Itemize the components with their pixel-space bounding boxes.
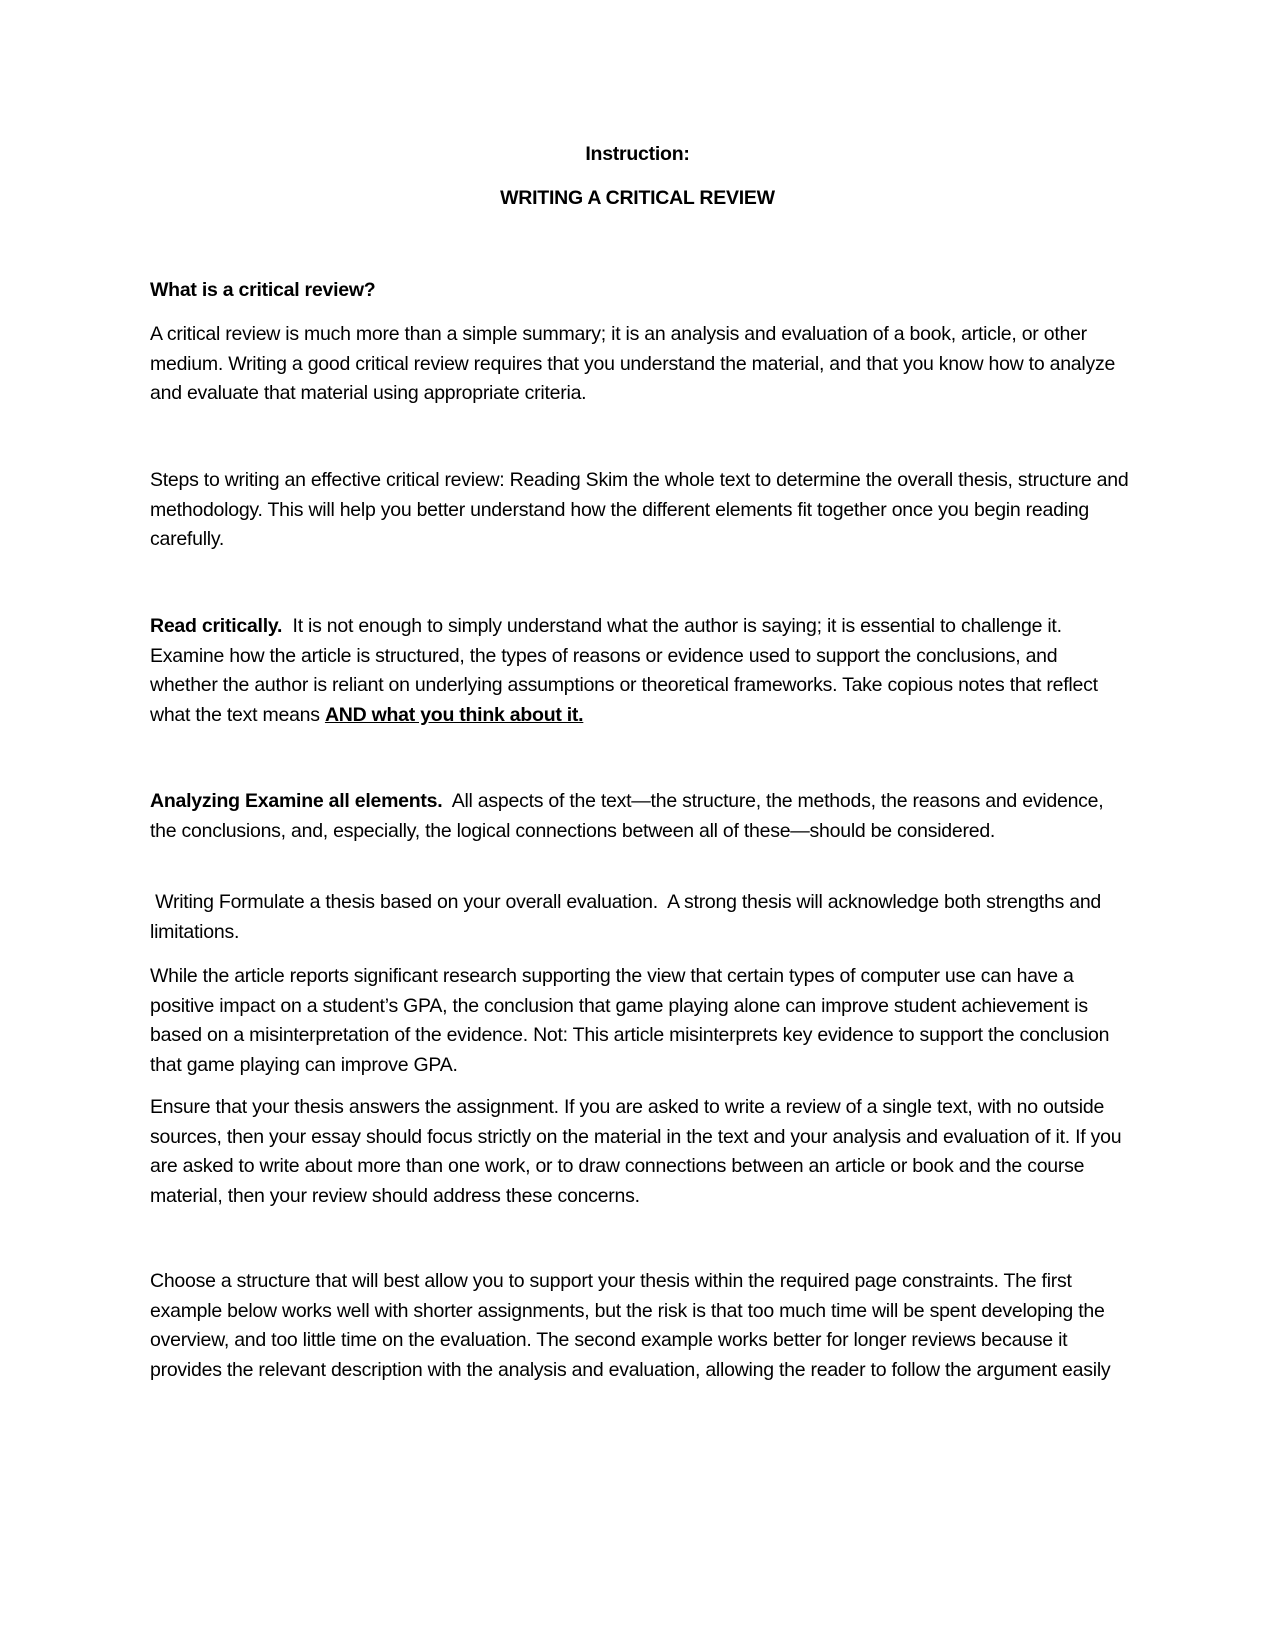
paragraph-intro: A critical review is much more than a simple summary; it is an analysis and evaluation of a book, article, or other medium. Writing a good critical review requires that you understand the material, and that you know how to analyze and evaluate that material using appropriate criteria. [150,323,1116,405]
paragraph-structure: Choose a structure that will best allow you to support your thesis within the required page constraints. The first example below works well with shorter assignments, but the risk is that too much time will be spent developing the overview, and too little time on the evaluation. The second example works better for longer reviews because it provides the relevant description with the analysis and evaluation, allowing the reader to follow the argument easily [150,1270,1111,1381]
analyzing-body: All aspects of the text—the structure, the methods, the reasons and evidence, the conclusions, and, especially, the logical connections between all of these—should be considered. [150,790,1109,842]
read-critically-emphasis: AND what you think about it. [324,703,584,726]
document-label: Instruction: [585,143,690,165]
paragraph-analyzing [150,787,1130,846]
document-title: WRITING A CRITICAL REVIEW [500,187,775,209]
paragraph-ensure-thesis: Ensure that your thesis answers the assignment. If you are asked to write a review of a single text, with no outside sources, then your essay should focus strictly on the material in the text and your analysis and evaluation of it. If you are asked to write about more than one work, or to draw connections between an article or book and the course material, then your review should address these concerns. [150,1096,1122,1207]
read-critically-body: It is not enough to simply understand what the author is saying; it is essential to challenge it. Examine how the article is structured, the types of reasons or evidence used to support the conclusions, and whether the author is reliant on underlying assumptions or theoretical frameworks. Take copious notes that reflect what the text means [150,615,1103,726]
analyzing-lead: Analyzing Examine all elements. [150,790,443,812]
paragraph-read-critically [150,612,1130,730]
read-critically-lead: Read critically. [150,615,283,637]
paragraph-writing: Writing Formulate a thesis based on your overall evaluation. A strong thesis will acknowledge both strengths and limitations. [150,891,1107,943]
paragraph-steps: Steps to writing an effective critical review: Reading Skim the whole text to determine the overall thesis, structure and methodology. This will help you better understand how the different elements fit together once you begin reading carefully. [150,469,1129,551]
section-heading: What is a critical review? [150,279,376,301]
paragraph-thesis-example: While the article reports significant research supporting the view that certain types of computer use can have a positive impact on a student’s GPA, the conclusion that game playing alone can improve student achievement is based on a misinterpretation of the evidence. Not: This article misinterprets key evidence to support the conclusion that game playing can improve GPA. [150,965,1110,1076]
